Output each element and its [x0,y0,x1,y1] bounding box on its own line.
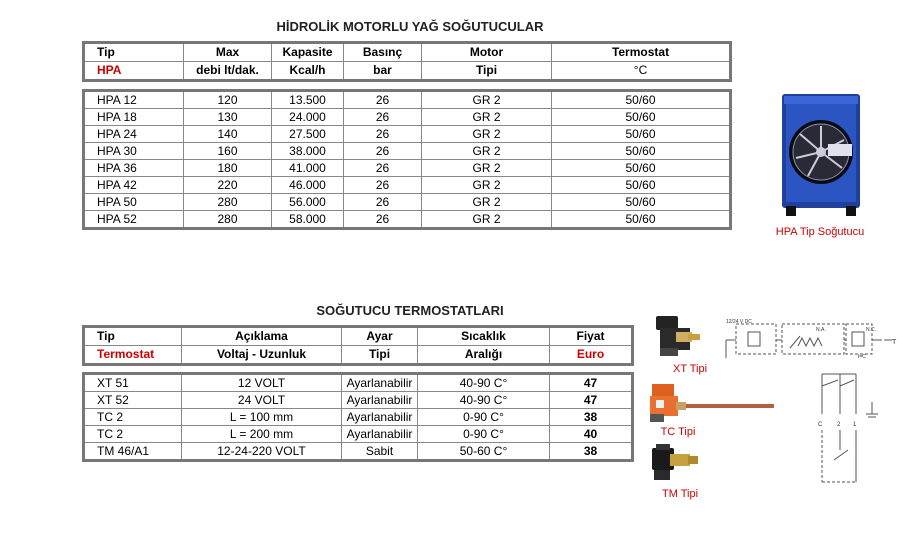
hpa-cell-basinc: 26 [344,91,422,109]
hpa-cell-tip: HPA 50 [84,194,184,211]
hpa-image-caption: HPA Tip Soğutucu [775,226,865,238]
thermo-cell-sicaklik: 40-90 C° [418,374,550,392]
thermo-col-sicaklik: Sıcaklık [418,327,550,346]
hpa-sub-tip: HPA [84,62,184,81]
hpa-cell-tip: HPA 42 [84,177,184,194]
hpa-cell-basinc: 26 [344,143,422,160]
thermo-cell-ayar: Ayarlanabilir [342,426,418,443]
hpa-title: HİDROLİK MOTORLU YAĞ SOĞUTUCULAR [276,19,544,34]
hpa-cell-tip: HPA 24 [84,126,184,143]
diagram-voltage: 12/24 V DC [726,319,752,325]
hpa-cell-termostat: 50/60 [552,211,731,229]
thermo-cell-aciklama: 12 VOLT [182,374,342,392]
diagram-pin-2: 2 [837,422,841,428]
hpa-col-basinc: Basınç [344,43,422,62]
hpa-cell-motor: GR 2 [422,126,552,143]
thermo-sub-ayar: Tipi [342,346,418,365]
hpa-cell-basinc: 26 [344,109,422,126]
thermo-cell-aciklama: L = 100 mm [182,409,342,426]
hpa-data-table [82,89,732,230]
hpa-header-table [82,41,732,82]
thermo-header-row-1 [84,327,633,346]
hpa-sub-kapasite: Kcal/h [272,62,344,81]
hpa-cell-basinc: 26 [344,194,422,211]
thermo-col-tip: Tip [84,327,182,346]
oil-cooler-image [778,92,864,222]
hpa-cell-kapasite: 46.000 [272,177,344,194]
table-row [84,426,633,443]
diagram-na: N.A. [816,327,826,333]
hpa-cell-tip: HPA 12 [84,91,184,109]
table-row [84,177,731,194]
hpa-cell-max: 130 [184,109,272,126]
tc-caption: TC Tipi [660,426,696,438]
hpa-col-max: Max [184,43,272,62]
table-row [84,91,731,109]
hpa-cell-motor: GR 2 [422,211,552,229]
thermo-header-row-2 [84,346,633,365]
thermo-cell-sicaklik: 0-90 C° [418,426,550,443]
diagram-t: T [892,339,897,346]
table-row [84,443,633,461]
thermo-header-table [82,325,634,366]
thermo-cell-sicaklik: 50-60 C° [418,443,550,461]
table-row [84,392,633,409]
thermo-cell-fiyat: 47 [550,392,633,409]
thermo-cell-tip: TC 2 [84,409,182,426]
thermo-cell-aciklama: 12-24-220 VOLT [182,443,342,461]
hpa-cell-kapasite: 24.000 [272,109,344,126]
hpa-cell-termostat: 50/60 [552,109,731,126]
thermo-cell-sicaklik: 40-90 C° [418,392,550,409]
hpa-cell-kapasite: 13.500 [272,91,344,109]
hpa-cell-termostat: 50/60 [552,194,731,211]
hpa-cell-basinc: 26 [344,177,422,194]
hpa-cell-max: 280 [184,211,272,229]
thermo-cell-ayar: Ayarlanabilir [342,392,418,409]
table-row [84,409,633,426]
hpa-cell-kapasite: 56.000 [272,194,344,211]
hpa-cell-motor: GR 2 [422,194,552,211]
hpa-col-termostat: Termostat [552,43,731,62]
hpa-col-motor: Motor [422,43,552,62]
hpa-cell-max: 120 [184,91,272,109]
hpa-sub-motor: Tipi [422,62,552,81]
hpa-cell-termostat: 50/60 [552,91,731,109]
diagram-pin-1: 1 [853,422,857,428]
thermo-sub-aciklama: Voltaj - Uzunluk [182,346,342,365]
hpa-cell-termostat: 50/60 [552,160,731,177]
hpa-cell-kapasite: 58.000 [272,211,344,229]
table-row [84,109,731,126]
thermo-title: SOĞUTUCU TERMOSTATLARI [316,303,504,318]
thermo-data-table [82,372,634,462]
tm-caption: TM Tipi [661,488,699,500]
hpa-cell-tip: HPA 36 [84,160,184,177]
hpa-col-tip: Tip [84,43,184,62]
thermo-cell-sicaklik: 0-90 C° [418,409,550,426]
hpa-cell-kapasite: 41.000 [272,160,344,177]
hpa-cell-max: 160 [184,143,272,160]
thermo-cell-tip: TC 2 [84,426,182,443]
hpa-cell-max: 140 [184,126,272,143]
thermo-sub-tip: Termostat [84,346,182,365]
hpa-cell-max: 220 [184,177,272,194]
diagram-tc: t=C [858,354,866,360]
thermo-cell-tip: TM 46/A1 [84,443,182,461]
diagram-pin-c: C [818,422,823,428]
hpa-header-row-2 [84,62,731,81]
hpa-cell-tip: HPA 18 [84,109,184,126]
thermo-cell-fiyat: 38 [550,443,633,461]
table-row [84,143,731,160]
thermo-col-fiyat: Fiyat [550,327,633,346]
thermo-cell-fiyat: 40 [550,426,633,443]
diagram-nc: N.C. [866,327,876,333]
hpa-cell-termostat: 50/60 [552,143,731,160]
hpa-cell-termostat: 50/60 [552,177,731,194]
thermo-col-ayar: Ayar [342,327,418,346]
hpa-cell-kapasite: 38.000 [272,143,344,160]
xt-caption: XT Tipi [672,363,708,375]
tm-thermostat-image [648,442,700,486]
hpa-cell-termostat: 50/60 [552,126,731,143]
table-row [84,160,731,177]
hpa-cell-motor: GR 2 [422,160,552,177]
hpa-sub-max: debi lt/dak. [184,62,272,81]
hpa-cell-motor: GR 2 [422,109,552,126]
hpa-cell-basinc: 26 [344,160,422,177]
hpa-cell-basinc: 26 [344,126,422,143]
thermo-cell-fiyat: 47 [550,374,633,392]
hpa-cell-motor: GR 2 [422,91,552,109]
hpa-col-kapasite: Kapasite [272,43,344,62]
hpa-cell-tip: HPA 30 [84,143,184,160]
hpa-cell-tip: HPA 52 [84,211,184,229]
hpa-cell-motor: GR 2 [422,143,552,160]
xt-thermostat-image [650,314,702,360]
thermo-sub-fiyat: Euro [550,346,633,365]
hpa-sub-termostat: °C [552,62,731,81]
wiring-diagram [706,310,898,486]
hpa-cell-kapasite: 27.500 [272,126,344,143]
thermo-cell-fiyat: 38 [550,409,633,426]
table-row [84,126,731,143]
hpa-sub-basinc: bar [344,62,422,81]
table-row [84,211,731,229]
thermo-col-aciklama: Açıklama [182,327,342,346]
hpa-header-row-1 [84,43,731,62]
hpa-cell-basinc: 26 [344,211,422,229]
hpa-cell-max: 280 [184,194,272,211]
thermo-cell-tip: XT 52 [84,392,182,409]
thermo-cell-ayar: Ayarlanabilir [342,374,418,392]
thermo-cell-aciklama: 24 VOLT [182,392,342,409]
thermo-cell-ayar: Sabit [342,443,418,461]
thermo-cell-tip: XT 51 [84,374,182,392]
hpa-cell-max: 180 [184,160,272,177]
hpa-cell-motor: GR 2 [422,177,552,194]
thermo-cell-aciklama: L = 200 mm [182,426,342,443]
thermo-cell-ayar: Ayarlanabilir [342,409,418,426]
table-row [84,194,731,211]
thermo-sub-sicaklik: Aralığı [418,346,550,365]
table-row [84,374,633,392]
